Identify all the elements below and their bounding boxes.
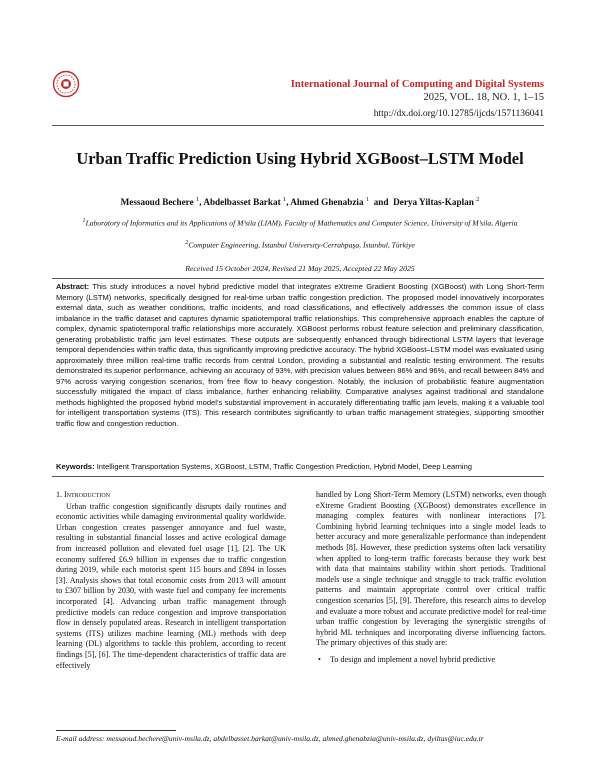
left-column bbox=[56, 490, 286, 671]
journal-seal-icon bbox=[52, 70, 80, 98]
author-sup: 1 bbox=[195, 196, 200, 203]
author-separator: , bbox=[199, 197, 202, 208]
affiliation bbox=[56, 216, 544, 229]
author-and: and bbox=[373, 197, 389, 208]
affiliation-text: Computer Engineering, İstanbul University-Cerrahpaşa, İstanbul, Türkiye bbox=[188, 240, 415, 250]
affiliation-sup: 2 bbox=[185, 239, 189, 246]
abstract-top-rule bbox=[52, 278, 544, 279]
header-rule bbox=[52, 125, 544, 126]
section-number: 1. bbox=[56, 490, 62, 499]
paper-title: Urban Traffic Prediction Using Hybrid XGBoost–LSTM Model bbox=[76, 149, 524, 168]
section-heading bbox=[56, 490, 286, 501]
author-sup: 1 bbox=[365, 196, 370, 203]
abstract-label: Abstract: bbox=[56, 282, 90, 291]
journal-name: International Journal of Computing and Digital Systems bbox=[290, 79, 544, 90]
intro-paragraph: Urban traffic congestion significantly disrupts daily routines and economic activities while damaging environmental quality worldwide. Urban congestion creates passenger annoyance and fuel waste, resulting in substantial financial losses and active ecological damage from increased pollution and elevated fuel usage [1], [2]. The UK economy suffered £6.9 billion in expenses due to traffic congestion during 2019, while each motorist spent 115 hours and £894 in losses [3]. Analysis shows that total economic costs from 2013 will amount to £307 billion by 2030, with waste fuel and company fee increments incorporated [4]. Advancing urban traffic management through predictive models can reduce congestion and improve transportation flow in densely populated areas. Research in intelligent transportation systems (ITS) utilizes machine learning (ML) methods with deep learning (DL) algorithms to tackle this problem, according to recent findings [5], [6]. The time-dependent characteristics of traffic data are effectively bbox=[56, 501, 286, 670]
keywords bbox=[56, 462, 544, 471]
right-column bbox=[316, 490, 546, 666]
author-sup: 2 bbox=[476, 196, 480, 203]
author-name: Ahmed Ghenabzia bbox=[290, 197, 364, 208]
affiliation-sup: 1 bbox=[82, 217, 86, 224]
abstract bbox=[56, 282, 544, 429]
author-name: Derya Yiltas-Kaplan bbox=[393, 197, 474, 208]
objective-bullet: • To design and implement a novel hybrid predictive bbox=[316, 655, 546, 666]
intro-paragraph-continued: handled by Long Short-Term Memory (LSTM) networks, even though eXtreme Gradient Boosting (XGBoost) demonstrates excellence in managing complex features with nonlinear interactions [7]. Combining hybrid learning techniques into a single model leads to better accuracy and more generalizable performance than independent methods [8]. However, these prediction systems often lack versatility when applied to long-term traffic forecasts because they work best with data that maintains stability within short periods. Traditional models use a single technique and struggle to track traffic evolution patterns and maintain appropriate control over critical traffic congestion scenarios [5], [9]. Therefore, this research aims to develop and evaluate a more robust and accurate predictive model for real-time urban traffic congestion by leveraging the synergistic strengths of hybrid ML techniques and incorporating diverse influencing factors. The primary objectives of this study are: bbox=[316, 490, 546, 648]
author-sup: 1 bbox=[282, 196, 287, 203]
doi-link[interactable]: http://dx.doi.org/10.12785/ijcds/1571136041 bbox=[373, 109, 544, 119]
author-separator: , bbox=[286, 197, 289, 208]
affiliation-text: Laboratory of Informatics and its Applications of M’sila (LIAM), Faculty of Mathematics and Computer Science, University of M’sila, Algeria bbox=[85, 218, 518, 228]
affiliation bbox=[56, 238, 544, 251]
volume-line: 2025, VOL. 18, NO. 1, 1–15 bbox=[423, 92, 544, 103]
keywords-label: Keywords: bbox=[56, 462, 95, 471]
author-name: Abdelbasset Barkat bbox=[203, 197, 281, 208]
section-title: Introduction bbox=[64, 490, 110, 499]
abstract-text: This study introduces a novel hybrid predictive model that integrates eXtreme Gradient Boosting (XGBoost) with Long Short-Term Memory (LSTM) networks, specifically designed for real-time urban traffic congestion prediction. The proposed model innovatively incorporates external data, such as weather conditions, traffic incidents, and road classifications, and effectively addresses the common issue of class imbalance in the traffic dataset and captures dynamic spatiotemporal traffic relationships. This comprehensive approach enables the capture of complex, dynamic spatiotemporal traffic relationships more accurately. XGBoost performs robust feature selection and preliminary classification, generating probabilistic traffic jam level estimates. These outputs are subsequently enhanced through bidirectional LSTM layers that leverage temporal dependencies within traffic data, thus significantly improving predictive accuracy. The hybrid XGBoost–LSTM model was evaluated using approximately three million real-time traffic records from central London, providing a substantial and realistic testing environment. The results demonstrated its superior performance, achieving an accuracy of 93%, with precision values between 86% and 96%, and recall between 84% and 97% across varying congestion scenarios, from free flow to heavy congestion. Notably, the inclusion of probabilistic feature augmentation successfully mitigated the impact of class imbalance, further enhancing reliability. Comparative analyses against traditional and standalone methods highlighted the proposed hybrid model’s substantial improvement in accurately differentiating traffic jam levels, making it a valuable tool for intelligent transportation systems (ITS). This research contributes significantly to urban traffic management strategies, supporting smoother traffic flow and congestion reduction. bbox=[56, 282, 544, 428]
footnote-rule bbox=[56, 730, 176, 731]
author-list bbox=[0, 196, 600, 207]
journal-header bbox=[291, 78, 544, 104]
email-footnote: E-mail address: messaoud.bechere@univ-msila.dz, abdelbasset.barkat@univ-msila.dz, ahmed.ghenabzia@univ-msila.dz, dyiltas@iuc.edu.tr bbox=[56, 734, 484, 743]
keywords-text: Intelligent Transportation Systems, XGBoost, LSTM, Traffic Congestion Prediction, Hybrid Model, Deep Learning bbox=[96, 462, 472, 471]
received-dates: Received 15 October 2024, Revised 21 May 2025, Accepted 22 May 2025 bbox=[185, 264, 415, 273]
keywords-bottom-rule bbox=[52, 476, 544, 477]
author-name: Messaoud Bechere bbox=[120, 197, 194, 208]
